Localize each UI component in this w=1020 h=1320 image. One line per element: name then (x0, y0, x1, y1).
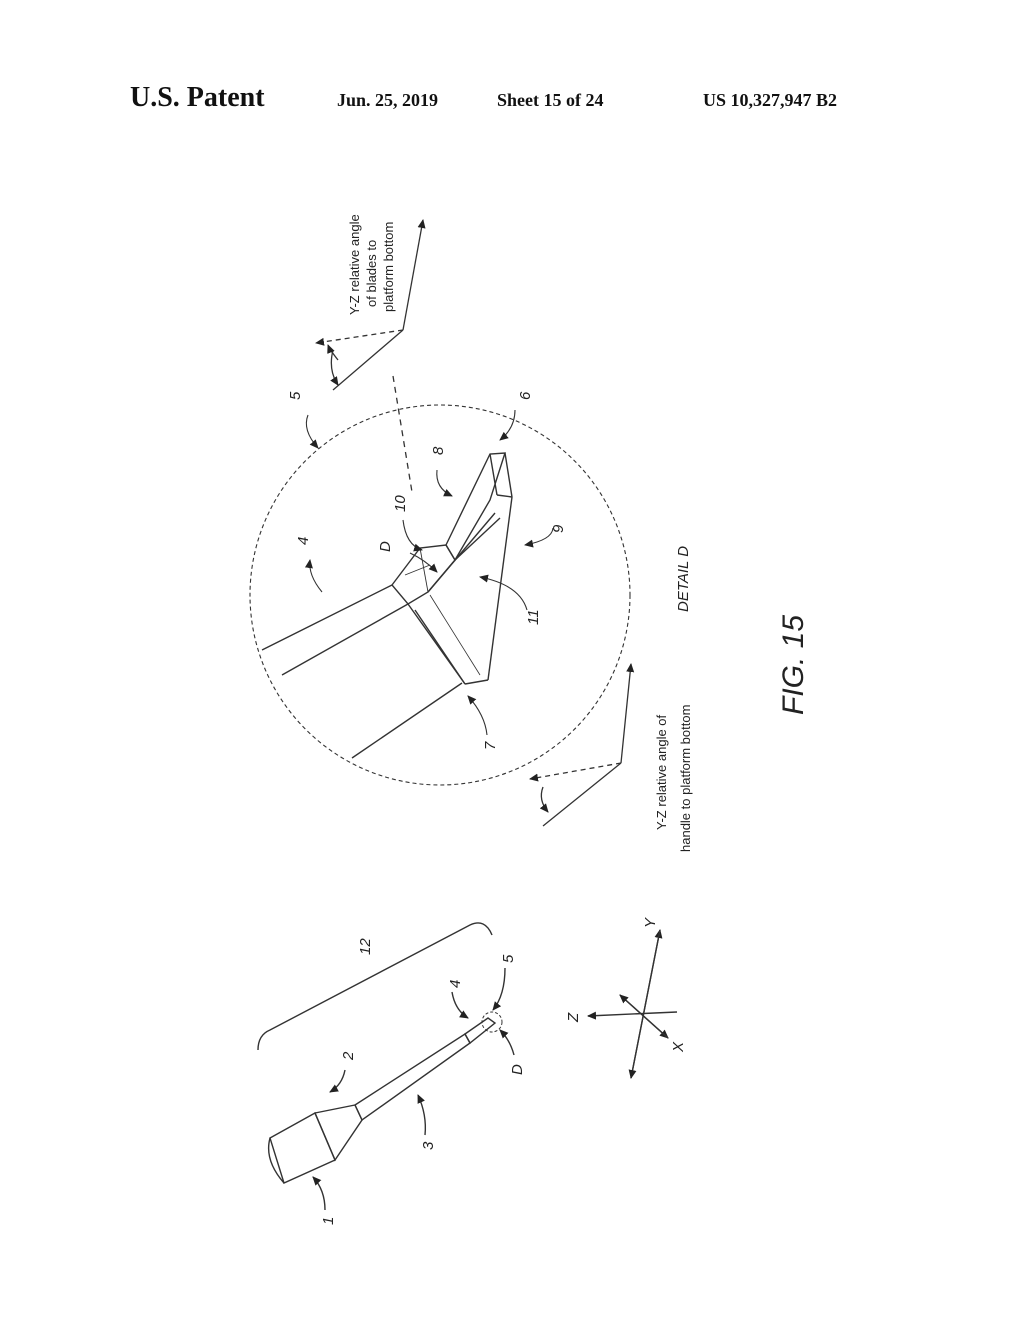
axis-x-label: X (670, 1041, 687, 1052)
blade-angle-note (347, 214, 396, 315)
ref-2: 2 (340, 1051, 357, 1060)
detail-ref-D: D (377, 541, 394, 552)
handle-note-line-1: Y-Z relative angle of (654, 714, 669, 830)
axis-y-label: Y (642, 917, 659, 928)
detail-ref-11: 11 (525, 609, 542, 625)
detail-handle (262, 585, 465, 758)
instrument-taper (315, 1105, 362, 1160)
detail-circle (250, 405, 630, 785)
axis-labels (565, 917, 687, 1053)
sheet-number: Sheet 15 of 24 (497, 90, 604, 110)
instrument-shaft (355, 1034, 470, 1120)
detail-ref-8: 8 (430, 446, 447, 455)
ref-3: 3 (420, 1141, 437, 1150)
detail-caption: DETAIL D (675, 545, 692, 612)
detail-view (250, 376, 630, 785)
handle-angle-diagram (530, 664, 631, 826)
detail-leaders (306, 410, 553, 735)
detail-ref-6: 6 (517, 391, 534, 400)
publication-date: Jun. 25, 2019 (337, 90, 439, 110)
detail-ref-7: 7 (482, 741, 499, 750)
instrument-grip (270, 1113, 335, 1183)
handle-note-line-2: handle to platform bottom (678, 704, 693, 852)
detail-ref-4: 4 (295, 536, 312, 545)
detail-ref-5: 5 (287, 391, 304, 400)
figure-label: FIG. 15 (777, 614, 810, 715)
detail-ref-10: 10 (392, 495, 409, 512)
patent-office-label: U.S. Patent (130, 82, 265, 113)
blade-plane-line (393, 376, 412, 492)
blade-note-line-3: platform bottom (381, 221, 396, 312)
handle-angle-note (654, 705, 693, 852)
blade-note-line-1: Y-Z relative angle (347, 214, 362, 315)
detail-ref-9: 9 (550, 524, 567, 533)
patent-number: US 10,327,947 B2 (703, 90, 838, 110)
ref-1: 1 (320, 1216, 337, 1225)
instrument-overview (258, 923, 514, 1210)
axis-z-label: Z (565, 1012, 582, 1022)
ref-5: 5 (500, 954, 517, 963)
detail-blade (392, 453, 512, 684)
detail-marker-circle (482, 1012, 502, 1032)
ref-D: D (509, 1064, 526, 1075)
ref-12: 12 (357, 938, 374, 955)
blade-note-line-2: of blades to (364, 239, 379, 307)
coordinate-axes (588, 930, 677, 1078)
instrument-refs (320, 938, 526, 1225)
ref-4: 4 (447, 979, 464, 988)
